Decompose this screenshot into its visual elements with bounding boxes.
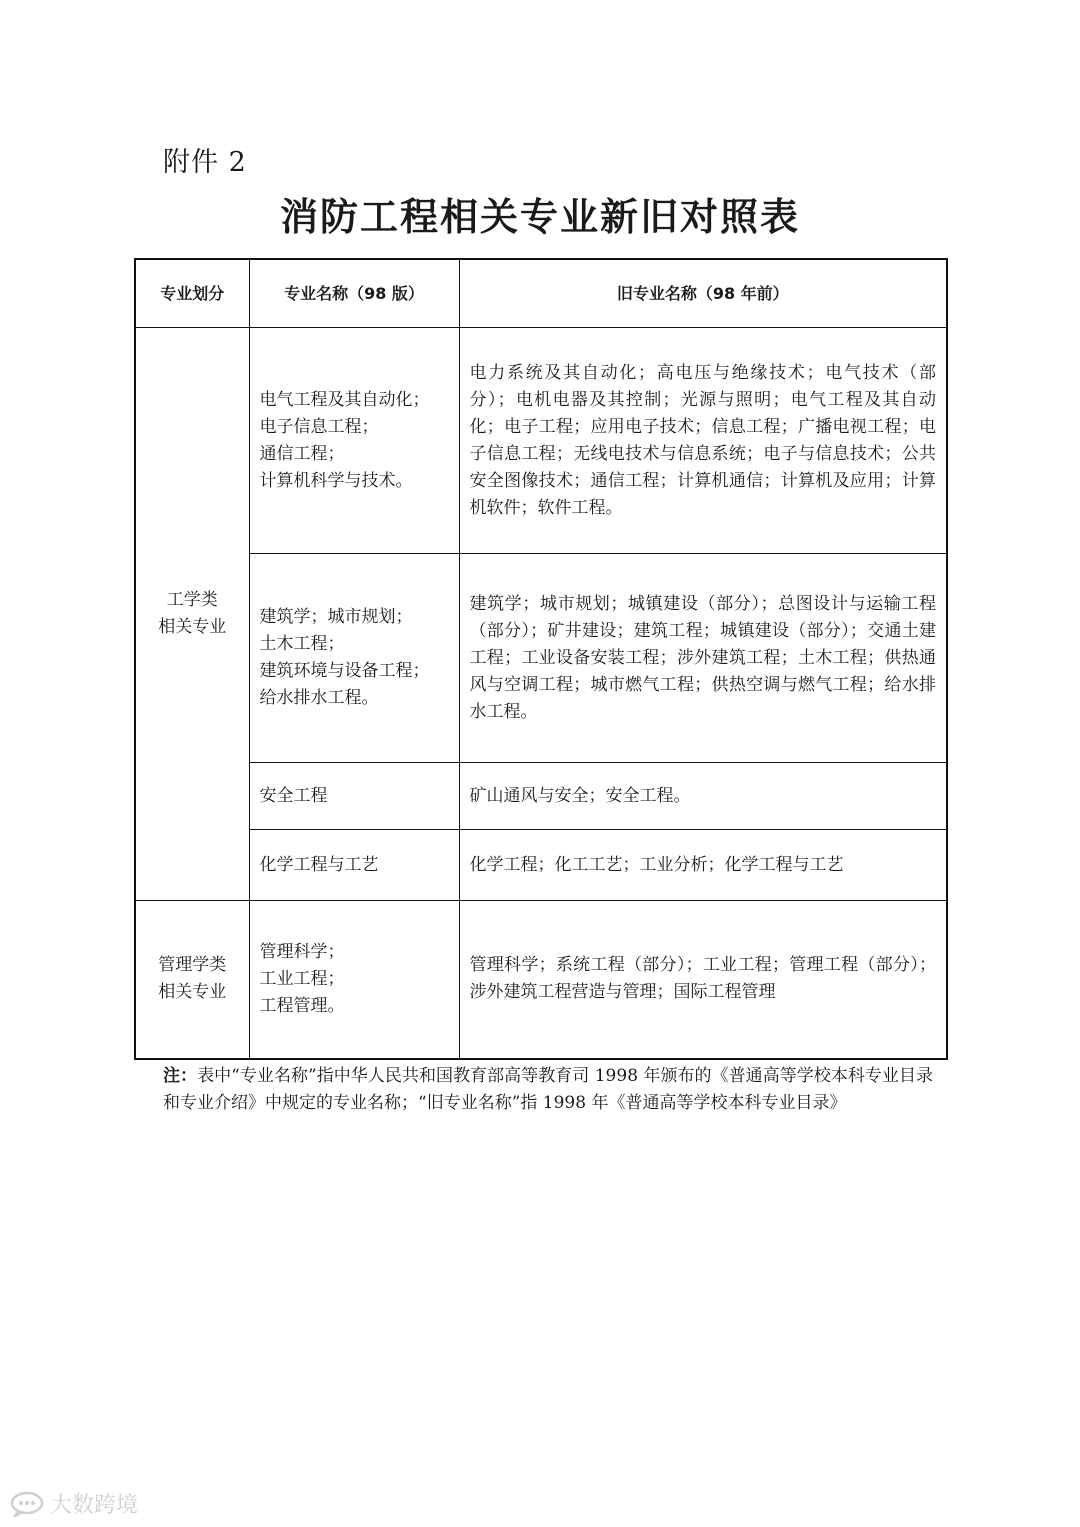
table-header-row: [135, 259, 947, 328]
table-row: [135, 763, 947, 830]
footnote-text: 表中“专业名称”指中华人民共和国教育部高等教育司 1998 年颁布的《普通高等学校本科专业目录和专业介绍》中规定的专业名称；“旧专业名称”指 1998 年《普通高等学校本科专业目录》: [163, 1066, 934, 1113]
new-name-line: 电子信息工程；: [259, 416, 379, 437]
table-row: [135, 554, 947, 763]
footnote: [163, 1063, 933, 1117]
watermark: [10, 1488, 138, 1519]
chat-bubble-icon: [10, 1491, 44, 1517]
old-name-cell: 电力系统及其自动化；高电压与绝缘技术；电气技术（部分）；电机电器及其控制；光源与照明；电气工程及其自动化；电子工程；应用电子技术；信息工程；广播电视工程；电子信息工程；无线电技术与信息系统；电子与信息技术；公共安全图像技术；通信工程；计算机通信；计算机及应用；计算机软件；软件工程。: [459, 328, 947, 554]
new-name-cell: 化学工程与工艺: [249, 830, 459, 901]
new-name-line: 建筑环境与设备工程；: [259, 661, 430, 681]
old-name-cell: 化学工程；化工工艺；工业分析；化学工程与工艺: [459, 830, 947, 901]
new-name-cell: [249, 901, 459, 1059]
category-line: 相关专业: [158, 982, 227, 1003]
new-name-line: 土木工程；: [259, 634, 345, 654]
new-name-line: 给水排水工程。: [259, 688, 379, 708]
new-name-line: 工程管理。: [259, 995, 345, 1016]
header-new-name: 专业名称（98 版）: [249, 259, 459, 328]
header-category: 专业划分: [135, 259, 249, 328]
old-name-cell: 建筑学；城市规划；城镇建设（部分）；总图设计与运输工程（部分）；矿井建设；建筑工程；城镇建设（部分）；交通土建工程；工业设备安装工程；涉外建筑工程；土木工程；供热通风与空调工程；城市燃气工程；供热空调与燃气工程；给水排水工程。: [459, 554, 947, 763]
attachment-label: 附件 2: [163, 147, 247, 178]
category-line: 相关专业: [158, 617, 227, 637]
old-name-cell: 管理科学；系统工程（部分）；工业工程；管理工程（部分）；涉外建筑工程营造与管理；国际工程管理: [459, 901, 947, 1059]
category-line: 工学类: [166, 590, 218, 610]
comparison-table: [134, 258, 948, 1060]
category-cell-engineering: [135, 328, 249, 901]
watermark-text: 大数跨境: [50, 1493, 139, 1518]
new-name-cell: [249, 554, 459, 763]
table-row: [135, 830, 947, 901]
category-line: 管理学类: [158, 955, 227, 976]
category-cell-management: [135, 901, 249, 1059]
new-name-cell: [249, 328, 459, 554]
footnote-label: 注：: [163, 1066, 198, 1086]
old-name-cell: 矿山通风与安全；安全工程。: [459, 763, 947, 830]
new-name-line: 管理科学；: [259, 941, 345, 962]
table-row: [135, 901, 947, 1059]
new-name-line: 电气工程及其自动化；: [259, 389, 430, 410]
new-name-cell: 安全工程: [249, 763, 459, 830]
page-title: 消防工程相关专业新旧对照表: [279, 194, 800, 239]
table-row: [135, 328, 947, 554]
new-name-line: 建筑学；城市规划；: [259, 607, 413, 627]
new-name-line: 通信工程；: [259, 443, 345, 464]
new-name-line: 计算机科学与技术。: [259, 470, 413, 491]
header-old-name: 旧专业名称（98 年前）: [459, 259, 947, 328]
new-name-line: 工业工程；: [259, 968, 345, 989]
